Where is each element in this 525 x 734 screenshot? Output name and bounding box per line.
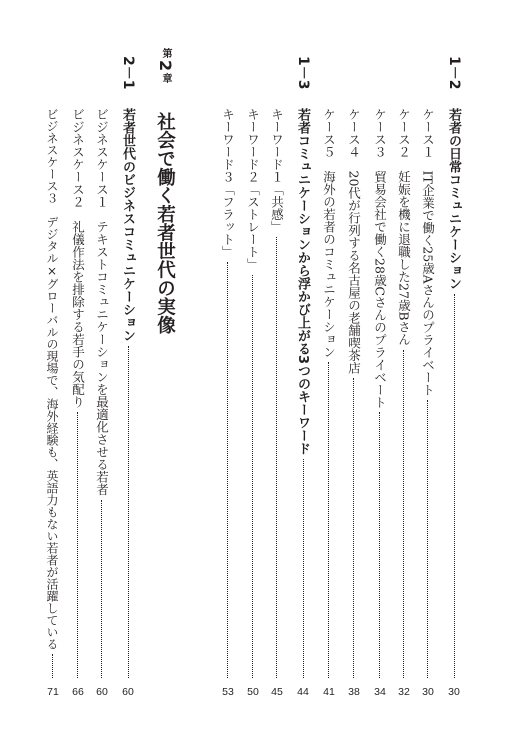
- section-label-1-2: 1－2: [446, 56, 462, 90]
- toc-entry-title: ビジネスケース３ デジタル×グローバルの現場で、海外経験も、英語力もない若者が活躍している: [45, 108, 59, 650]
- toc-page-number: 32: [398, 686, 410, 698]
- chapter-title: 社会で働く若者世代の実像: [154, 112, 176, 334]
- toc-page-number: 41: [323, 686, 335, 698]
- toc-heading-1-2[interactable]: [447, 108, 460, 678]
- toc-leader-dots: [52, 654, 53, 678]
- toc-entry-title: ケース４ 20代が行列する名古屋の老舗喫茶店: [346, 108, 362, 374]
- toc-page-number: 50: [247, 686, 259, 698]
- toc-entry-title: ケース５ 海外の若者のコミュニケーション: [321, 108, 337, 358]
- toc-heading-title: 若者の日常コミュニケーション: [446, 108, 461, 290]
- toc-leader-dots: [328, 362, 329, 678]
- toc-heading-title: 若者コミュニケーションから浮かび上がる3つのキーワード: [295, 108, 310, 456]
- toc-entry-title: キーワード３「フラット」: [220, 108, 236, 258]
- toc-entry-keyword2[interactable]: [246, 108, 259, 678]
- toc-leader-dots: [128, 346, 129, 678]
- chapter-number: [157, 48, 173, 83]
- toc-leader-dots: [252, 275, 253, 679]
- toc-page-number: 60: [96, 686, 108, 698]
- toc-entry-title: ケース３ 貿易会社で働く28歳Cさんのプライベート: [372, 108, 388, 409]
- chapter-digit: 2: [156, 60, 175, 72]
- toc-page-number: 44: [297, 686, 309, 698]
- toc-entry-title: キーワード２「ストレート」: [245, 108, 261, 271]
- section-label-2-1: 2－1: [120, 56, 136, 90]
- toc-entry-title: ビジネスケース１ テキストコミュニケーションを最適化させる若者: [94, 108, 110, 496]
- toc-heading-1-3[interactable]: [296, 108, 309, 678]
- toc-leader-dots: [454, 294, 455, 678]
- toc-entry-case4[interactable]: [347, 108, 360, 678]
- section-label-1-3: 1－3: [295, 56, 311, 90]
- toc-page-number: 60: [122, 686, 134, 698]
- toc-page-number: 53: [222, 686, 234, 698]
- toc-page-number: 38: [348, 686, 360, 698]
- toc-entry-business-case2[interactable]: [71, 108, 84, 678]
- toc-page-number: 66: [72, 686, 84, 698]
- toc-leader-dots: [227, 262, 228, 678]
- toc-page-number: 30: [448, 686, 460, 698]
- toc-leader-dots: [77, 412, 78, 678]
- toc-entry-case1[interactable]: [421, 108, 434, 678]
- toc-entry-title: ケース２ 妊娠を機に退職した27歳Bさん: [396, 108, 412, 346]
- toc-page-number: 45: [271, 686, 283, 698]
- toc-leader-dots: [353, 378, 354, 678]
- toc-entry-keyword3[interactable]: [221, 108, 234, 678]
- toc-entry-business-case1[interactable]: [95, 108, 108, 678]
- toc-entry-case2[interactable]: [397, 108, 410, 678]
- toc-leader-dots: [101, 500, 102, 679]
- toc-heading-title: 若者世代のビジネスコミュニケーション: [120, 108, 135, 342]
- toc-page-number: 30: [422, 686, 434, 698]
- toc-entry-title: キーワード１「共感」: [269, 108, 285, 233]
- toc-entry-case5[interactable]: [322, 108, 335, 678]
- toc-entry-case3[interactable]: [373, 108, 386, 678]
- toc-leader-dots: [403, 350, 404, 678]
- toc-leader-dots: [427, 400, 428, 678]
- chapter-suffix: 章: [160, 73, 171, 84]
- toc-entry-keyword1[interactable]: [270, 108, 283, 678]
- toc-page-number: 71: [47, 686, 59, 698]
- toc-entry-title: ケース１ IT企業で働く25歳Aさんのプライベート: [420, 108, 436, 397]
- toc-page-number: 34: [374, 686, 386, 698]
- toc-leader-dots: [276, 237, 277, 678]
- toc-entry-title: ビジネスケース２ 礼儀作法を排除する若手の気配り: [70, 108, 86, 408]
- toc-entry-business-case3[interactable]: [46, 108, 58, 678]
- toc-leader-dots: [379, 412, 380, 678]
- chapter-prefix: 第: [160, 48, 171, 58]
- toc-heading-2-1[interactable]: [121, 108, 134, 678]
- toc-leader-dots: [303, 459, 304, 678]
